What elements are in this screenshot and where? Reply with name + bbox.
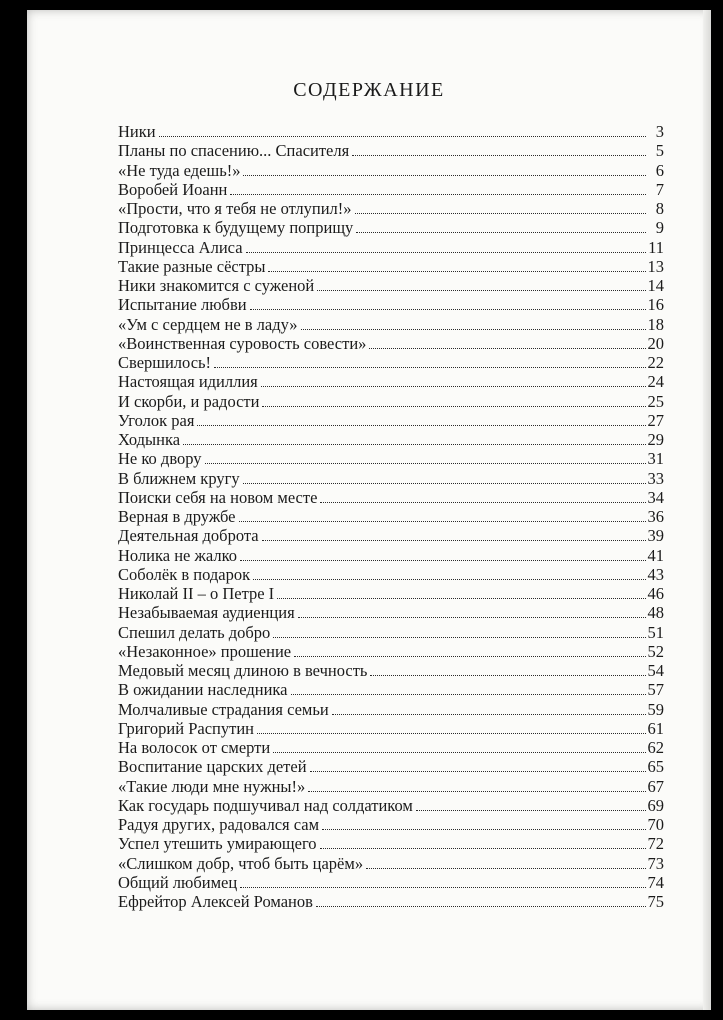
dot-leader: [370, 675, 645, 676]
toc-entry-page: 5: [655, 141, 664, 161]
toc-entry-page: 3: [655, 122, 664, 141]
toc-entry: [118, 392, 664, 411]
toc-entry: [118, 353, 664, 372]
dot-leader: [316, 906, 646, 907]
toc-entry: [118, 218, 664, 237]
toc-entry-page: 9: [655, 218, 664, 238]
toc-entry-title: Свершилось!: [118, 353, 212, 372]
toc-entry-page: 69: [647, 795, 664, 815]
page-edge: [703, 10, 711, 1010]
toc-entry-page: 6: [655, 160, 664, 180]
dot-leader: [355, 213, 646, 214]
toc-entry-page: 43: [647, 564, 664, 584]
toc-entry-title: Нолика не жалко: [118, 545, 238, 565]
toc-entry-title: Соболёк в подарок: [118, 564, 251, 584]
dot-leader: [250, 309, 646, 310]
toc-entry-page: 72: [647, 834, 664, 854]
dot-leader: [310, 771, 646, 772]
toc-entry-title: Радуя других, радовался сам: [118, 815, 320, 834]
toc-entry: [118, 603, 664, 622]
toc-entry-page: 7: [655, 179, 664, 199]
toc-entry: [118, 642, 664, 661]
toc-entry-page: 13: [647, 256, 664, 276]
toc-entry-title: «Такие люди мне нужны!»: [118, 776, 306, 796]
toc-entry-title: Принцесса Алиса: [118, 237, 243, 257]
toc-entry-page: 22: [647, 353, 664, 372]
toc-entry-page: 46: [647, 584, 664, 603]
dot-leader: [268, 271, 645, 272]
toc-entry-title: Медовый месяц длиною в вечность: [118, 661, 368, 680]
table-of-contents: [118, 122, 664, 911]
toc-entry-page: 18: [647, 314, 664, 334]
dot-leader: [308, 791, 645, 792]
toc-entry-title: Воспитание царских детей: [118, 757, 307, 777]
toc-entry-title: Ники: [118, 122, 156, 141]
dot-leader: [369, 348, 645, 349]
toc-entry: [118, 315, 664, 334]
toc-entry: [118, 469, 664, 488]
toc-entry: [118, 623, 664, 642]
dot-leader: [183, 444, 645, 445]
toc-entry: [118, 815, 664, 834]
toc-entry: [118, 565, 664, 584]
toc-entry-page: 74: [647, 872, 664, 892]
dot-leader: [320, 848, 646, 849]
toc-entry-title: Ходынка: [118, 430, 181, 449]
toc-entry: [118, 488, 664, 507]
dot-leader: [356, 232, 646, 233]
dot-leader: [416, 810, 646, 811]
toc-entry-page: 29: [647, 430, 664, 449]
dot-leader: [320, 502, 645, 503]
toc-entry-title: В ожидании наследника: [118, 680, 288, 700]
toc-entry-title: Воробей Иоанн: [118, 179, 228, 199]
toc-entry-title: На волосок от смерти: [118, 738, 271, 757]
page-title: СОДЕРЖАНИЕ: [293, 79, 445, 101]
toc-entry: [118, 122, 664, 141]
toc-entry-page: 65: [647, 757, 664, 777]
toc-entry-page: 33: [647, 468, 664, 488]
toc-entry-title: «Ум с сердцем не в ладу»: [118, 314, 298, 334]
dot-leader: [253, 579, 645, 580]
toc-entry-title: Как государь подшучивал над солдатиком: [118, 795, 413, 815]
toc-entry-page: 36: [647, 507, 664, 526]
dot-leader: [239, 521, 646, 522]
toc-entry-title: Ефрейтор Алексей Романов: [118, 892, 313, 911]
dot-leader: [366, 868, 645, 869]
toc-entry-title: «Воинственная суровость совести»: [118, 333, 367, 353]
toc-entry-page: 34: [647, 487, 664, 507]
dot-leader: [240, 560, 645, 561]
book-page: [27, 10, 711, 1010]
toc-entry-title: Уголок рая: [118, 410, 195, 430]
toc-entry: [118, 295, 664, 314]
toc-entry-title: Испытание любви: [118, 295, 247, 315]
toc-entry: [118, 180, 664, 199]
toc-entry-page: 16: [647, 295, 664, 315]
toc-entry: [118, 661, 664, 680]
toc-entry-title: В ближнем кругу: [118, 468, 240, 488]
toc-entry-title: «Прости, что я тебя не отлупил!»: [118, 199, 352, 218]
dot-leader: [257, 733, 646, 734]
dot-leader: [317, 290, 645, 291]
toc-entry: [118, 873, 664, 892]
toc-entry: [118, 700, 664, 719]
dot-leader: [197, 425, 645, 426]
toc-entry-page: 20: [647, 333, 664, 353]
toc-entry-page: 8: [655, 199, 664, 218]
toc-entry-title: Успел утешить умирающего: [118, 834, 317, 854]
toc-entry: [118, 507, 664, 526]
toc-entry-title: Деятельная доброта: [118, 526, 259, 546]
toc-entry: [118, 796, 664, 815]
toc-entry-page: 24: [647, 372, 664, 392]
toc-entry: [118, 738, 664, 757]
toc-entry: [118, 161, 664, 180]
toc-entry: [118, 372, 664, 391]
toc-entry-page: 73: [647, 853, 664, 873]
toc-entry: [118, 334, 664, 353]
dot-leader: [298, 617, 646, 618]
toc-entry: [118, 257, 664, 276]
toc-entry-page: 31: [647, 449, 664, 469]
toc-entry: [118, 430, 664, 449]
dot-leader: [159, 136, 646, 137]
toc-entry-title: Планы по спасению... Спасителя: [118, 141, 350, 161]
toc-entry-page: 59: [647, 699, 664, 719]
dot-leader: [205, 463, 646, 464]
toc-entry-title: Николай II – о Петре I: [118, 584, 275, 603]
toc-entry-title: «Слишком добр, чтоб быть царём»: [118, 853, 364, 873]
dot-leader: [262, 540, 646, 541]
dot-leader: [214, 367, 645, 368]
toc-entry: [118, 834, 664, 853]
dot-leader: [277, 598, 645, 599]
toc-entry-page: 27: [647, 410, 664, 430]
toc-entry-page: 70: [647, 815, 664, 834]
toc-entry-title: Общий любимец: [118, 872, 238, 892]
toc-entry: [118, 526, 664, 545]
toc-entry-page: 41: [647, 545, 664, 565]
toc-entry: [118, 449, 664, 468]
toc-entry-page: 67: [647, 776, 664, 796]
toc-entry-title: Поиски себя на новом месте: [118, 487, 318, 507]
toc-entry-title: Такие разные сёстры: [118, 256, 266, 276]
toc-entry: [118, 777, 664, 796]
toc-entry: [118, 680, 664, 699]
toc-entry-title: «Не туда едешь!»: [118, 160, 241, 180]
toc-entry: [118, 238, 664, 257]
toc-entry-page: 25: [647, 391, 664, 411]
toc-entry: [118, 757, 664, 776]
toc-entry-page: 75: [647, 892, 664, 911]
dot-leader: [261, 386, 646, 387]
dot-leader: [262, 406, 645, 407]
toc-entry-page: 62: [647, 738, 664, 757]
dot-leader: [352, 155, 646, 156]
dot-leader: [243, 483, 646, 484]
toc-entry: [118, 141, 664, 160]
toc-entry: [118, 719, 664, 738]
dot-leader: [246, 252, 646, 253]
toc-entry-title: Григорий Распутин: [118, 718, 254, 738]
toc-entry-page: 52: [647, 641, 664, 661]
toc-entry-page: 39: [647, 526, 664, 546]
toc-entry: [118, 546, 664, 565]
dot-leader: [273, 752, 645, 753]
toc-entry-page: 51: [647, 622, 664, 642]
dot-leader: [332, 714, 646, 715]
toc-entry-page: 54: [647, 661, 664, 680]
toc-entry-title: «Незаконное» прошение: [118, 641, 292, 661]
dot-leader: [240, 887, 645, 888]
toc-entry-page: 48: [647, 603, 664, 623]
dot-leader: [322, 829, 645, 830]
toc-entry-title: Подготовка к будущему поприщу: [118, 218, 354, 238]
dot-leader: [291, 694, 646, 695]
toc-entry-page: 11: [648, 237, 664, 257]
toc-entry: [118, 411, 664, 430]
dot-leader: [301, 329, 646, 330]
toc-entry: [118, 276, 664, 295]
toc-entry-title: Ники знакомится с суженой: [118, 276, 315, 295]
dot-leader: [273, 637, 645, 638]
toc-entry: [118, 854, 664, 873]
dot-leader: [230, 194, 646, 195]
dot-leader: [294, 656, 645, 657]
toc-entry: [118, 199, 664, 218]
toc-entry-page: 61: [647, 718, 664, 738]
toc-entry-title: Спешил делать добро: [118, 622, 271, 642]
toc-entry-title: И скорби, и радости: [118, 391, 260, 411]
toc-entry-title: Настоящая идиллия: [118, 372, 258, 392]
toc-entry-page: 57: [647, 680, 664, 700]
toc-entry: [118, 892, 664, 911]
dot-leader: [243, 175, 646, 176]
toc-entry: [118, 584, 664, 603]
toc-entry-title: Молчаливые страдания семьи: [118, 699, 329, 719]
toc-entry-title: Не ко двору: [118, 449, 202, 469]
toc-entry-title: Верная в дружбе: [118, 507, 236, 526]
toc-entry-page: 14: [647, 276, 664, 295]
toc-entry-title: Незабываемая аудиенция: [118, 603, 295, 623]
